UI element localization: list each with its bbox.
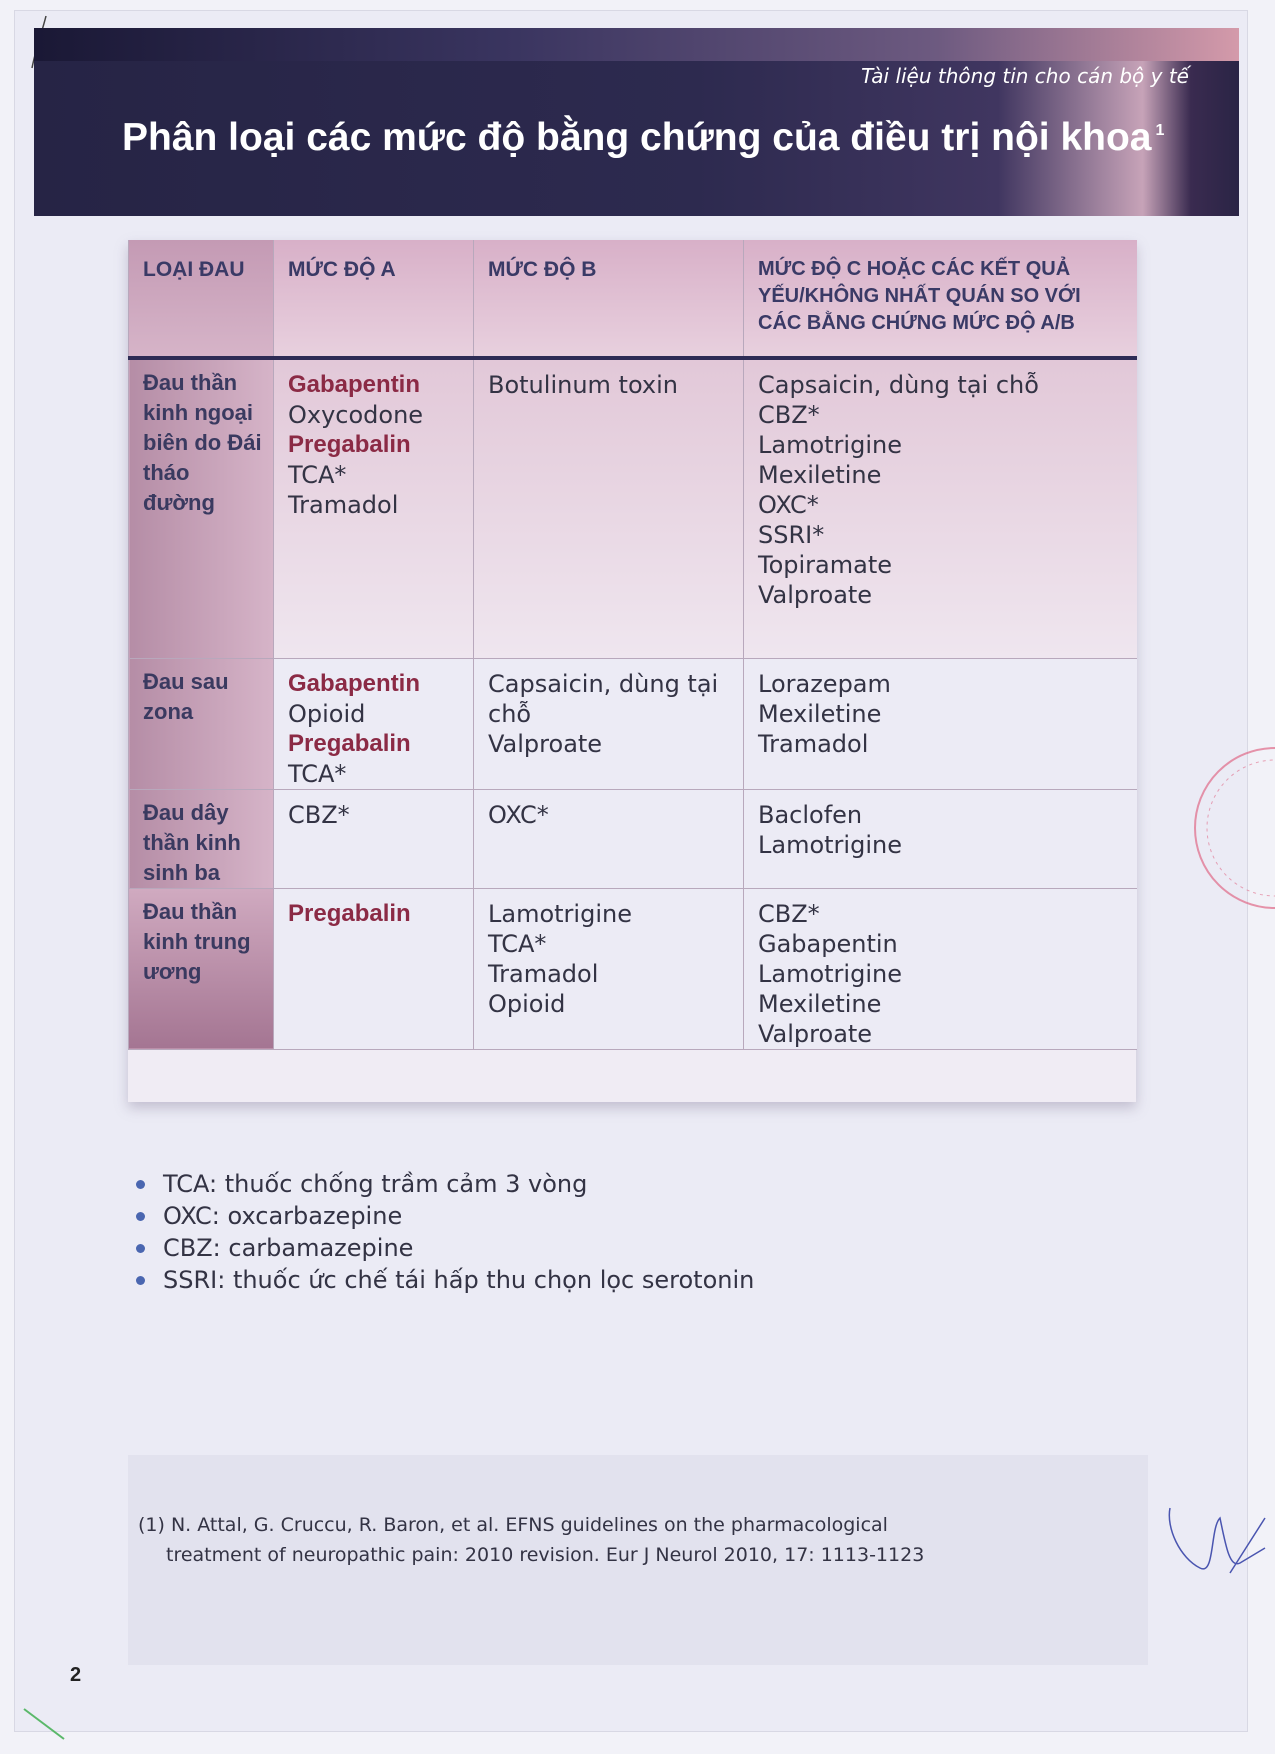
bullet-icon	[136, 1180, 145, 1189]
level-a-cell	[274, 789, 474, 888]
column-header-level-a: MỨC ĐỘ A	[274, 240, 474, 358]
column-header-pain-type: LOẠI ĐAU	[129, 240, 274, 358]
abbreviation-text: OXC: oxcarbazepine	[163, 1202, 403, 1230]
drug-name: Lamotrigine	[758, 830, 902, 859]
table-header-row	[129, 240, 1137, 358]
drug-name: Opioid	[288, 699, 366, 728]
drug-name: Pregabalin	[288, 431, 411, 458]
page-header	[34, 28, 1239, 216]
page-title	[122, 116, 1164, 160]
header-subtitle: Tài liệu thông tin cho cán bộ y tế	[861, 64, 1189, 88]
drug-name: Lamotrigine	[758, 959, 902, 988]
pain-type-cell: Đau thần kinh trung ương	[129, 888, 274, 1049]
level-c-cell	[744, 658, 1137, 789]
drug-name: Pregabalin	[288, 899, 411, 927]
level-a-cell	[274, 888, 474, 1049]
drug-name: Lamotrigine	[758, 431, 902, 459]
reference-line-1: (1) N. Attal, G. Cruccu, R. Baron, et al. EFNS guidelines on the pharmacological	[138, 1514, 888, 1536]
drug-name: Lamotrigine	[488, 899, 632, 928]
drug-name: SSRI*	[758, 521, 825, 549]
table-row	[129, 888, 1137, 1049]
pain-type-cell: Đau dây thần kinh sinh ba	[129, 789, 274, 888]
abbreviation-list	[136, 1168, 754, 1296]
drug-name: Pregabalin	[288, 729, 411, 757]
drug-name: OXC*	[758, 491, 819, 519]
list-item	[136, 1168, 754, 1200]
reference	[138, 1510, 924, 1570]
drug-name: Valproate	[488, 729, 603, 758]
level-c-cell	[744, 358, 1137, 658]
drug-name: TCA*	[288, 759, 347, 788]
pain-type-cell: Đau sau zona	[129, 658, 274, 789]
column-header-level-c: MỨC ĐỘ C HOẶC CÁC KẾT QUẢ YẾU/KHÔNG NHẤT QUÁN SO VỚI CÁC BẰNG CHỨNG MỨC ĐỘ A/B	[744, 240, 1137, 358]
level-b-cell	[474, 789, 744, 888]
pen-mark-bottom	[20, 1705, 70, 1745]
abbreviation-text: SSRI: thuốc ức chế tái hấp thu chọn lọc serotonin	[163, 1266, 755, 1294]
evidence-table	[128, 240, 1137, 1050]
drug-name: Tramadol	[758, 729, 869, 758]
reference-line-2: treatment of neuropathic pain: 2010 revision. Eur J Neurol 2010, 17: 1113-1123	[166, 1544, 925, 1566]
drug-name: Lorazepam	[758, 669, 891, 698]
drug-name: Capsaicin, dùng tại chỗ	[488, 669, 719, 728]
evidence-table-container	[128, 240, 1136, 1102]
drug-name: Opioid	[488, 989, 566, 1018]
level-a-cell	[274, 658, 474, 789]
drug-name: TCA*	[488, 929, 547, 958]
level-a-cell	[274, 358, 474, 658]
list-item	[136, 1232, 754, 1264]
drug-name: Valproate	[758, 1019, 873, 1048]
page-number: 2	[70, 1664, 82, 1686]
drug-name: Gabapentin	[758, 929, 898, 958]
list-item	[136, 1264, 754, 1296]
drug-name: OXC*	[488, 800, 549, 829]
drug-name: Gabapentin	[288, 371, 421, 398]
level-c-cell	[744, 888, 1137, 1049]
level-b-cell	[474, 658, 744, 789]
stamp-seal	[1190, 728, 1275, 928]
drug-name: Capsaicin, dùng tại chỗ	[758, 371, 1039, 399]
drug-name: Tramadol	[288, 491, 399, 519]
bullet-icon	[136, 1244, 145, 1253]
pain-type-cell: Đau thần kinh ngoại biên do Đái tháo đường	[129, 358, 274, 658]
signature	[1160, 1488, 1270, 1598]
drug-name: CBZ*	[758, 899, 820, 928]
header-band	[34, 28, 1239, 61]
drug-name: Gabapentin	[288, 669, 421, 697]
title-footnote-ref: 1	[1155, 122, 1165, 139]
drug-name: CBZ*	[288, 800, 350, 829]
drug-name: Mexiletine	[758, 699, 882, 728]
column-header-level-b: MỨC ĐỘ B	[474, 240, 744, 358]
drug-name: Mexiletine	[758, 989, 882, 1018]
page-title-text: Phân loại các mức độ bằng chứng của điều trị nội khoa	[122, 116, 1152, 159]
level-b-cell	[474, 888, 744, 1049]
bullet-icon	[136, 1276, 145, 1285]
drug-name: Tramadol	[488, 959, 599, 988]
drug-name: Oxycodone	[288, 401, 424, 429]
drug-name: Topiramate	[758, 551, 893, 579]
abbreviation-text: CBZ: carbamazepine	[163, 1234, 414, 1262]
drug-name: Botulinum toxin	[488, 371, 678, 399]
list-item	[136, 1200, 754, 1232]
drug-name: Valproate	[758, 581, 873, 609]
level-c-cell	[744, 789, 1137, 888]
drug-name: Baclofen	[758, 800, 863, 829]
drug-name: TCA*	[288, 461, 347, 489]
table-row	[129, 789, 1137, 888]
drug-name: CBZ*	[758, 401, 820, 429]
table-row	[129, 658, 1137, 789]
bullet-icon	[136, 1212, 145, 1221]
level-b-cell	[474, 358, 744, 658]
drug-name: Mexiletine	[758, 461, 882, 489]
abbreviation-text: TCA: thuốc chống trầm cảm 3 vòng	[163, 1170, 588, 1198]
table-row	[129, 358, 1137, 658]
